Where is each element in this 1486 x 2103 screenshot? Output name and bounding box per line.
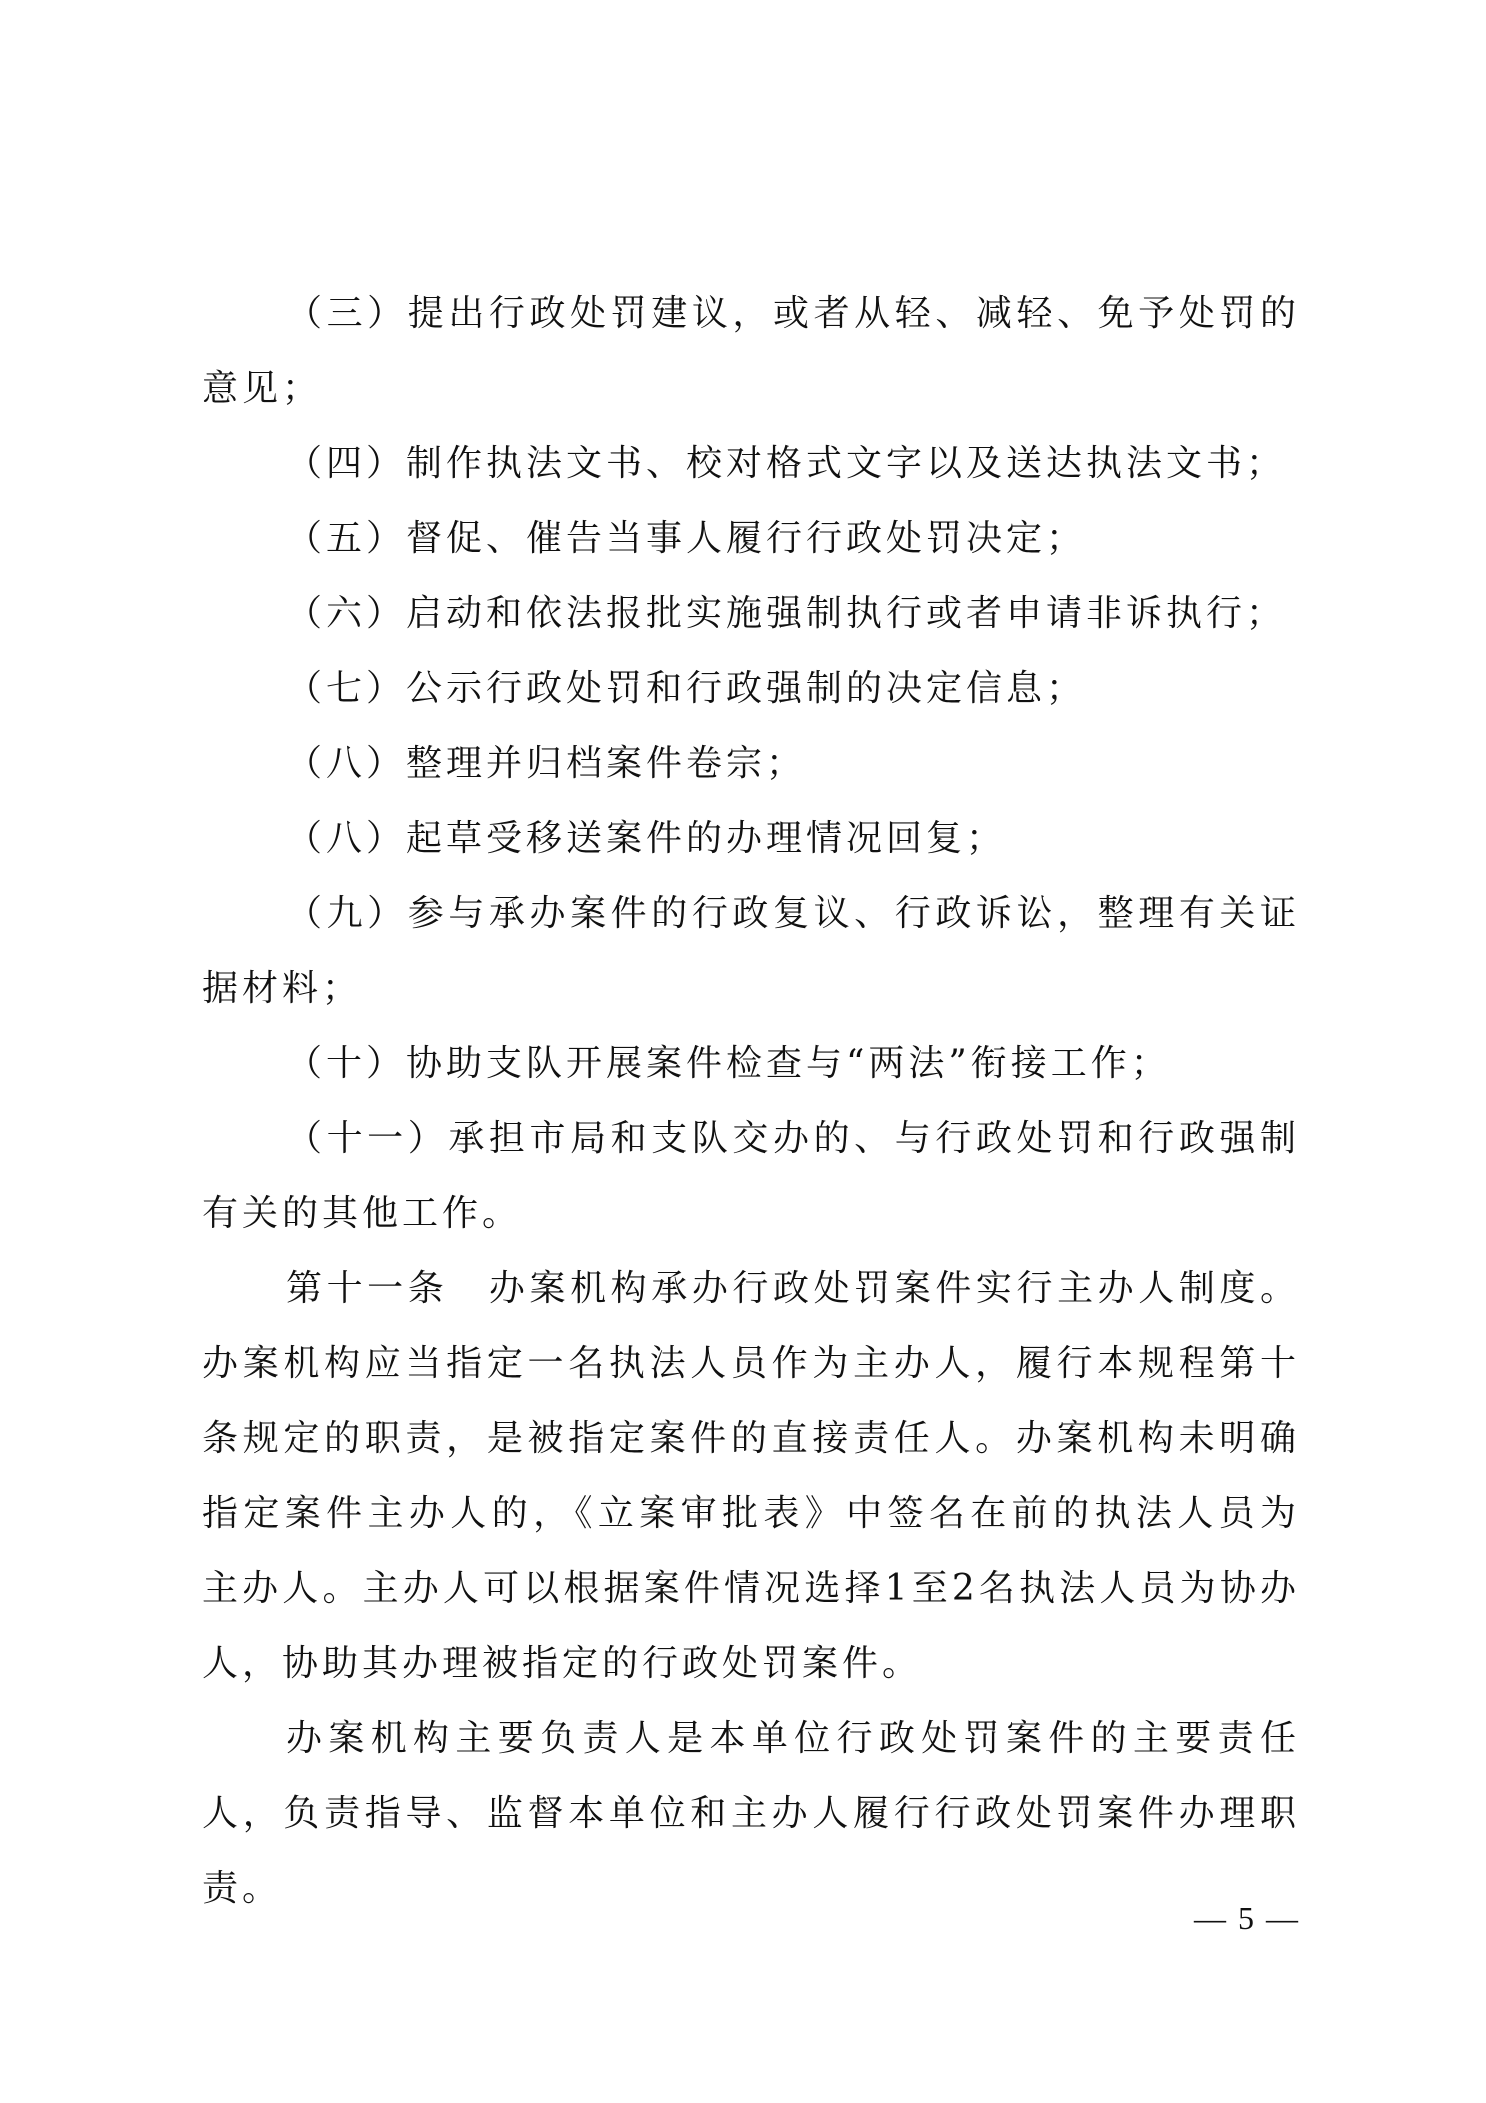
page-number: — 5 — xyxy=(1194,1900,1300,1936)
paragraph-item-8b: （八）起草受移送案件的办理情况回复； xyxy=(286,818,1007,859)
paragraph-responsibility: 办案机构主要负责人是本单位行政处罚案件的主要责任人，负责指导、监督本单位和主办人履行行政处罚案件办理职责。 xyxy=(202,1718,1300,1909)
paragraph-article-11: 第十一条 办案机构承办行政处罚案件实行主办人制度。办案机构应当指定一名执法人员作为主办人，履行本规程第十条规定的职责，是被指定案件的直接责任人。办案机构未明确指定案件主办人的，《立案审批表》中签名在前的执法人员为主办人。主办人可以根据案件情况选择1至2名执法人员为协办人，协助其办理被指定的行政处罚案件。 xyxy=(202,1268,1300,1684)
document-body xyxy=(202,276,1300,1926)
paragraph-item-10: （十）协助支队开展案件检查与“两法”衔接工作； xyxy=(286,1043,1171,1084)
paragraph-item-5: （五）督促、催告当事人履行行政处罚决定； xyxy=(286,518,1087,559)
paragraph-item-3: （三）提出行政处罚建议，或者从轻、减轻、免予处罚的意见； xyxy=(202,293,1300,409)
paragraph-item-9: （九）参与承办案件的行政复议、行政诉讼，整理有关证据材料； xyxy=(202,893,1300,1009)
paragraph-item-8a: （八）整理并归档案件卷宗； xyxy=(286,743,807,784)
paragraph-item-4: （四）制作执法文书、校对格式文字以及送达执法文书； xyxy=(286,443,1287,484)
paragraph-item-7: （七）公示行政处罚和行政强制的决定信息； xyxy=(286,668,1087,709)
paragraph-item-11: （十一）承担市局和支队交办的、与行政处罚和行政强制有关的其他工作。 xyxy=(202,1118,1300,1234)
paragraph-item-6: （六）启动和依法报批实施强制执行或者申请非诉执行； xyxy=(286,593,1287,634)
